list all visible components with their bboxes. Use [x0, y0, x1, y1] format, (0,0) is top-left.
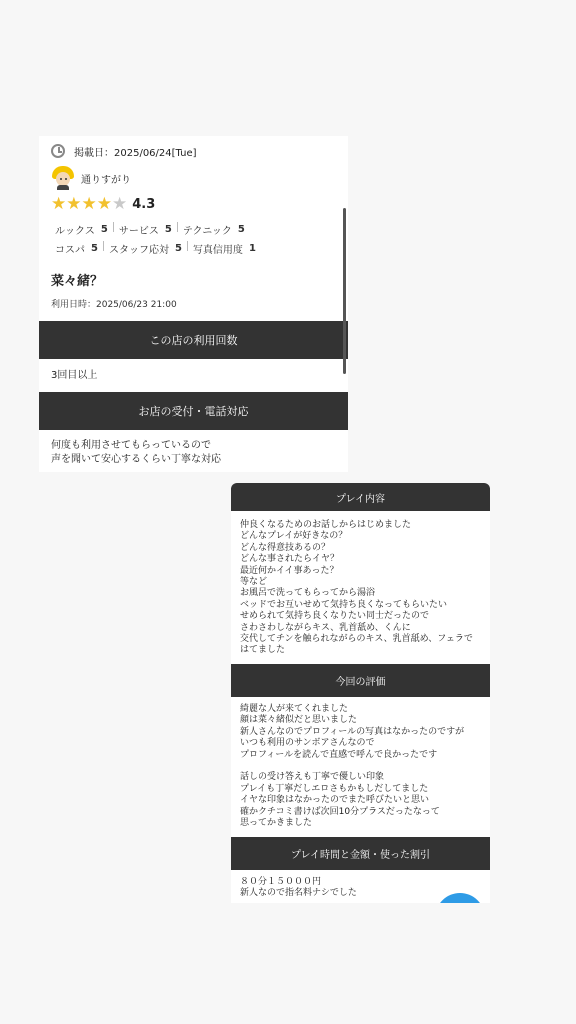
detail-card	[231, 483, 490, 903]
rating-score: 4.3	[132, 197, 156, 212]
star-icon: ★	[66, 194, 82, 214]
clock-icon	[51, 144, 65, 158]
review-title: 菜々緒？	[51, 274, 104, 289]
star-icon: ★	[51, 194, 67, 214]
fab-mask	[420, 903, 510, 963]
avatar	[51, 166, 75, 190]
reception-line-2: 声を聞いて安心するくらい丁寧な対応	[51, 454, 221, 465]
star-icon: ★	[112, 194, 128, 214]
star-icon: ★	[96, 194, 112, 214]
visit-count-heading: この店の利用回数	[39, 321, 348, 359]
sub-rating-service: サービス 5	[118, 224, 172, 237]
price-heading: プレイ時間と金額・使った割引	[231, 837, 490, 870]
reviewer-name: 通りすがり	[81, 174, 131, 186]
play-heading: プレイ内容	[231, 483, 490, 511]
rating-stars	[51, 196, 127, 213]
reception-heading: お店の受付・電話対応	[39, 392, 348, 430]
visit-count-value: 3回目以上	[51, 370, 98, 381]
review-card	[39, 136, 348, 472]
evaluation-heading: 今回の評価	[231, 664, 490, 697]
sub-rating-technique: テクニック 5	[182, 224, 245, 237]
sub-rating-cost: コスパ 5	[55, 243, 98, 256]
price-body: ８０分１５０００円 新人なので指名料ナシでした	[240, 877, 357, 899]
sub-rating-looks: ルックス 5	[55, 224, 108, 237]
star-icon: ★	[81, 194, 97, 214]
scrollbar[interactable]	[343, 208, 346, 374]
evaluation-body: 綺麗な人が来てくれました 顔は菜々緒似だと思いました 新人さんなのでプロフィールの写真はなかったのですが いつも利用のサンボアさんなので プロフィールを読んで直感で呼んで良かったです 話しの受け答えも丁寧で優しい印象 プレイも丁寧だしエロさもかもしだしてました イヤな印象はなかったのでまた呼びたいと思い 確かクチコミ書けば次回10分プラスだったなって 思ってかきました	[240, 704, 465, 829]
sub-rating-staff: スタッフ応対 5	[108, 243, 182, 256]
reception-line-1: 何度も利用させてもらっているので	[51, 440, 211, 451]
sub-rating-photo: 写真信用度 1	[192, 243, 256, 256]
posted-date-row	[51, 141, 197, 161]
used-date: 利用日時：2025/06/23 21:00	[51, 300, 177, 310]
sub-ratings-row-2	[55, 241, 256, 256]
play-body: 仲良くなるためのお話しからはじめました どんなプレイが好きなの？ どんな得意技あるの？ どんな事されたらイヤ？ 最近何かイイ事あった？ 等など お風呂で洗ってもらってから湯浴 ベッドでお互いせめて気持ち良くなってもらいたい せめられて気持ち良くなりたい同士だったので さわさわしながらキス、乳首舐め、くんに 交代してチンを触られながらのキス、乳首舐め、フェラで はてました	[240, 520, 473, 656]
posted-date: 掲載日：2025/06/24[Tue]	[74, 147, 197, 159]
rating-row	[51, 196, 155, 213]
reviewer-row	[51, 166, 131, 190]
sub-ratings-row-1	[55, 222, 245, 237]
